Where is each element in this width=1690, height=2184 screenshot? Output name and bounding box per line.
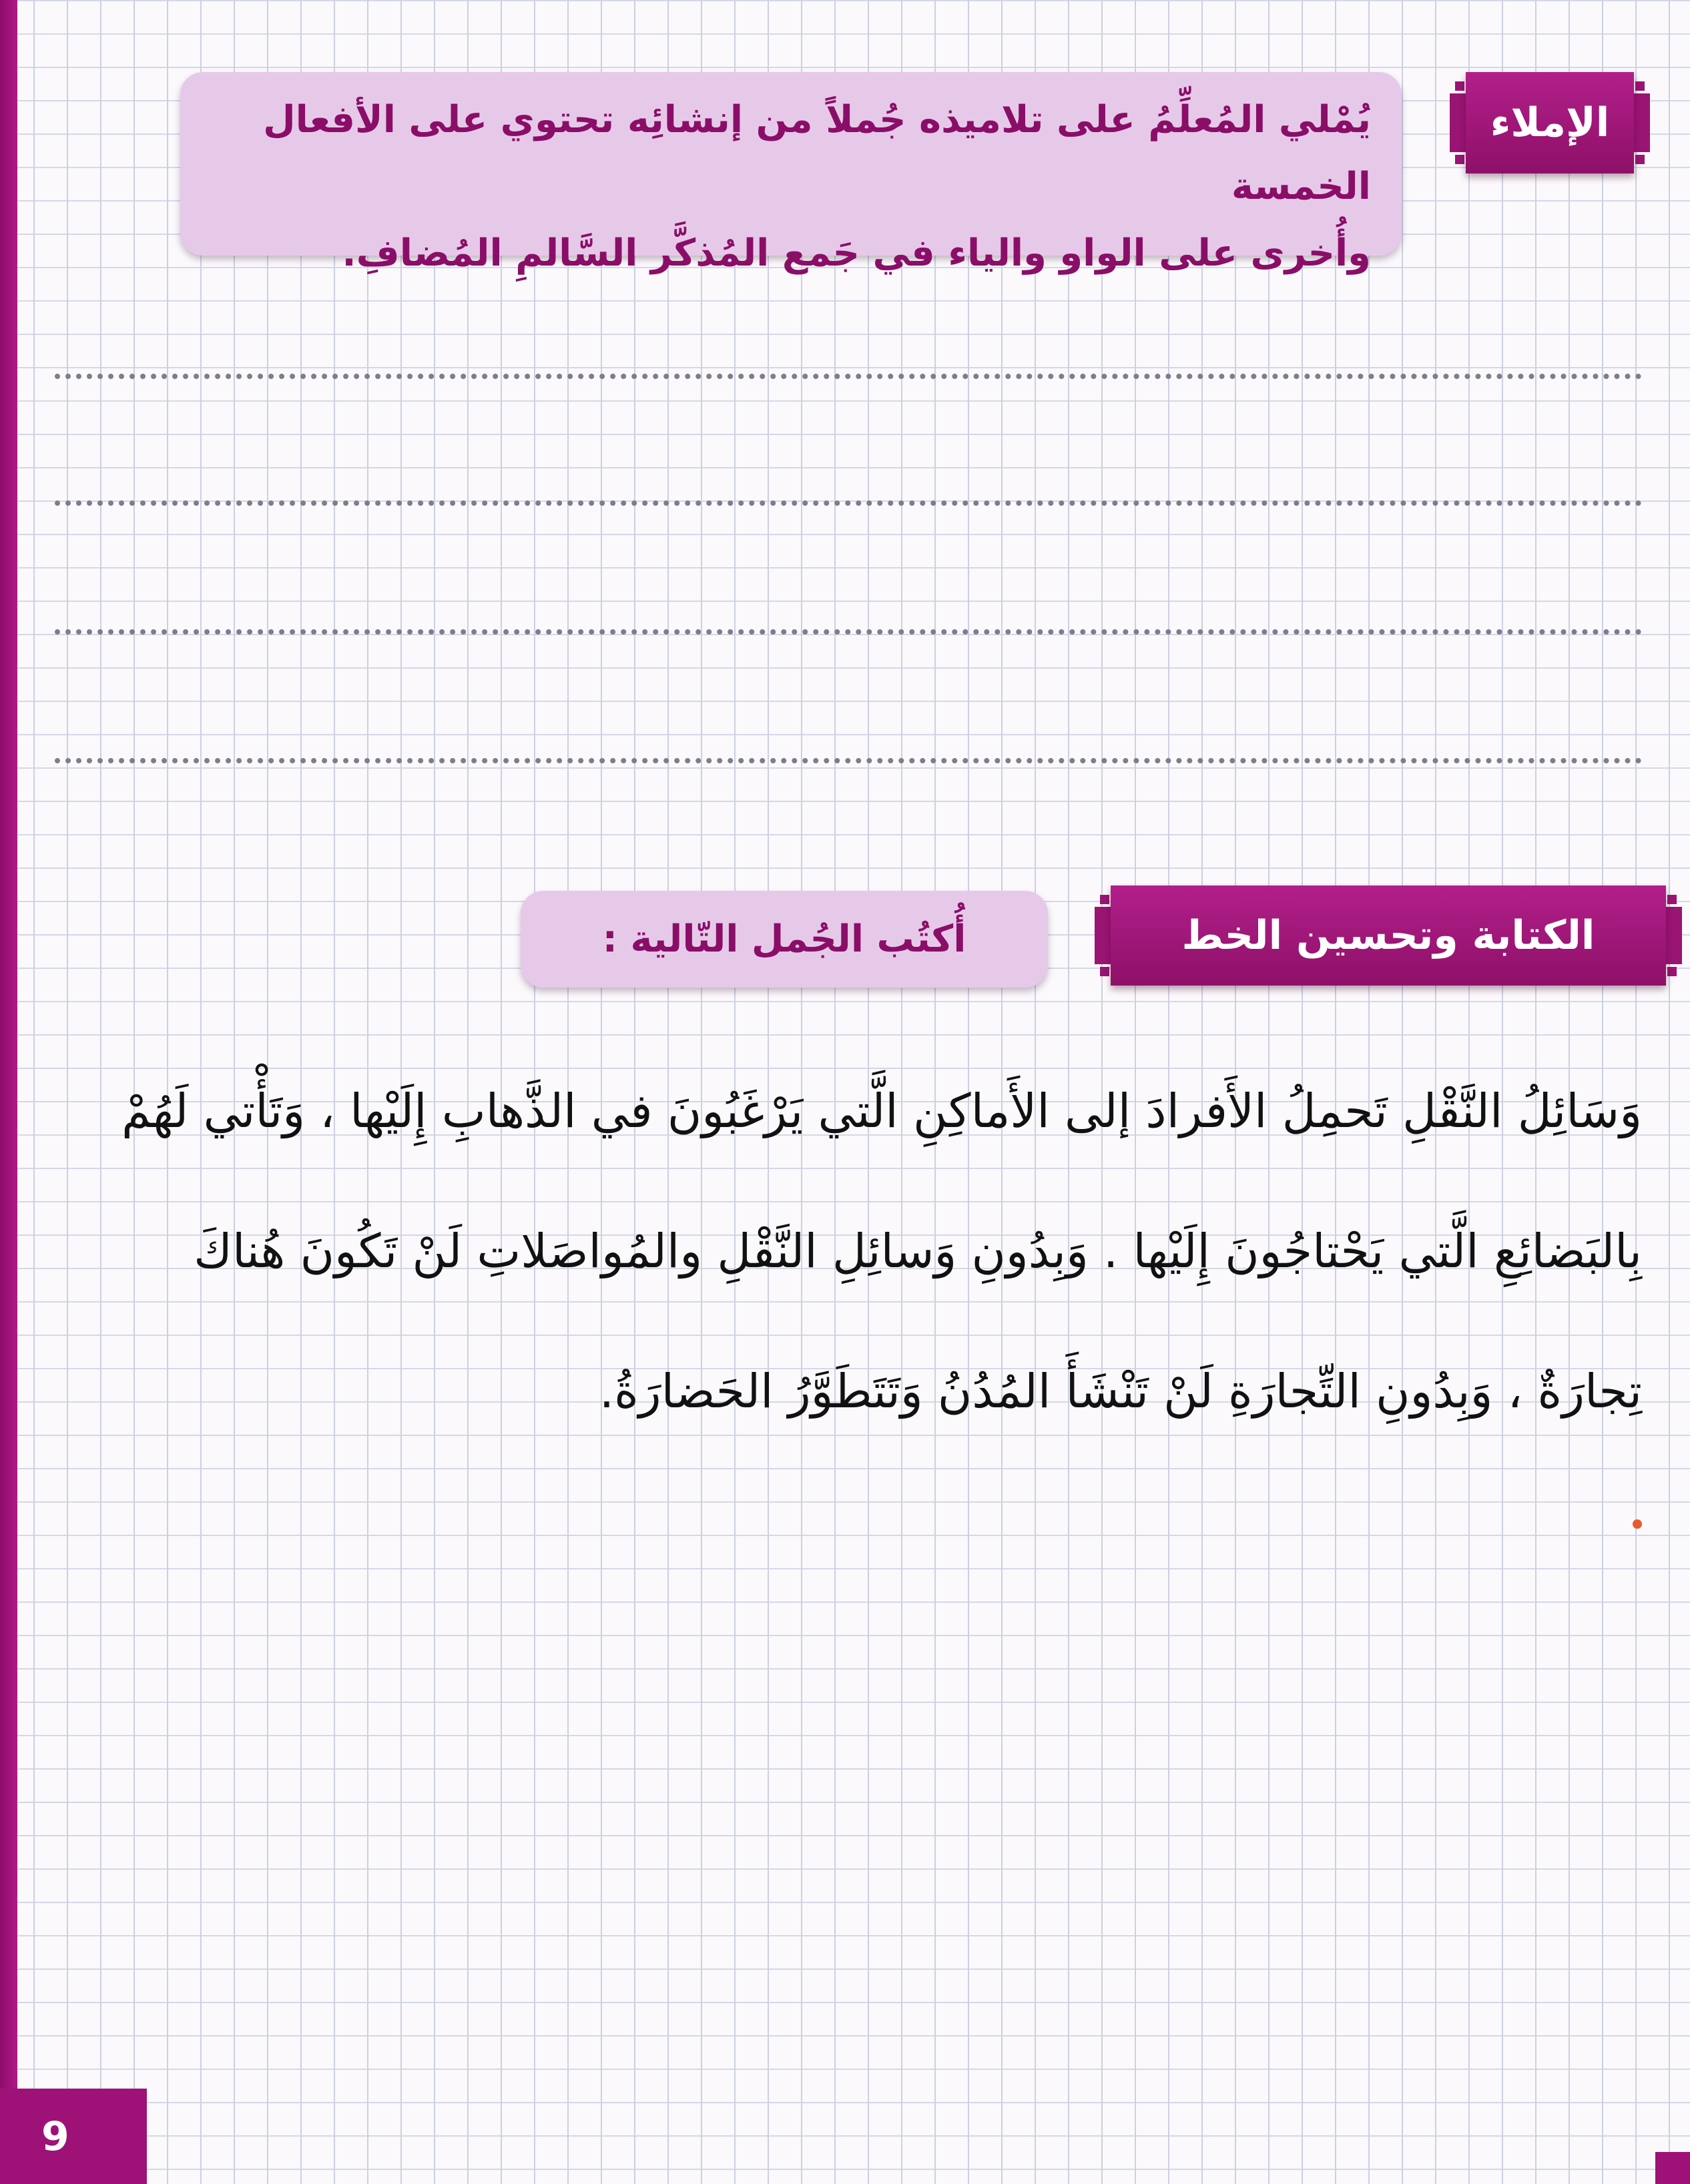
corner-tab	[1655, 2152, 1690, 2184]
tab-pixel-ornament	[1100, 895, 1109, 904]
dictation-tab-body	[1466, 72, 1634, 173]
page-margin-bar	[0, 0, 17, 2184]
dictation-writing-line	[55, 500, 1642, 506]
passage-line-3: تِجارَةٌ ، وَبِدُونِ التِّجارَةِ لَنْ تَنْشَأَ المُدُنُ وَتَتَطَوَّرُ الحَضارَةُ.	[599, 1364, 1642, 1419]
tab-pixel-ornament	[1667, 895, 1677, 904]
tab-pixel-ornament	[1635, 155, 1645, 164]
handwriting-passage	[67, 1041, 1642, 1461]
dictation-instruction-line-2: وأُخرى على الواو والياء في جَمع المُذكَّر السَّالمِ المُضافِ.	[342, 232, 1371, 275]
dictation-writing-line	[55, 374, 1642, 379]
dictation-instruction-line-1: يُمْلي المُعلِّمُ على تلاميذه جُملاً من إنشائِه تحتوي على الأفعال الخمسة	[263, 98, 1371, 208]
tab-pixel-ornament	[1100, 967, 1109, 976]
page-number-box	[0, 2089, 147, 2184]
dictation-instruction-box	[180, 72, 1402, 275]
handwriting-instruction-box	[521, 891, 1048, 988]
handwriting-instruction: أُكتُب الجُمل التّالية :	[602, 917, 966, 961]
passage-line-2: بِالبَضائِعِ الَّتي يَحْتاجُونَ إِلَيْها . وَبِدُونِ وَسائِلِ النَّقْلِ والمُواصَلاتِ لَنْ تَكُونَ هُناكَ	[194, 1224, 1642, 1279]
decorative-dot	[1633, 1519, 1642, 1529]
handwriting-section-tab	[1095, 885, 1682, 986]
dictation-heading: الإملاء	[1490, 99, 1610, 146]
tab-pixel-ornament	[1667, 967, 1677, 976]
dictation-section-tab	[1450, 72, 1650, 173]
dictation-writing-line	[55, 758, 1642, 763]
tab-pixel-ornament	[1455, 81, 1464, 91]
dictation-writing-line	[55, 629, 1642, 635]
passage-line-1: وَسَائِلُ النَّقْلِ تَحمِلُ الأَفرادَ إلى الأَماكِنِ الَّتي يَرْغَبُونَ في الذَّهابِ إِلَيْها ، وَتَأْتي لَهُمْ	[121, 1084, 1642, 1138]
tab-pixel-ornament	[1635, 81, 1645, 91]
handwriting-tab-body	[1111, 885, 1666, 986]
handwriting-heading: الكتابة وتحسين الخط	[1181, 912, 1595, 959]
tab-pixel-ornament	[1455, 155, 1464, 164]
page-number: 9	[41, 2113, 69, 2160]
